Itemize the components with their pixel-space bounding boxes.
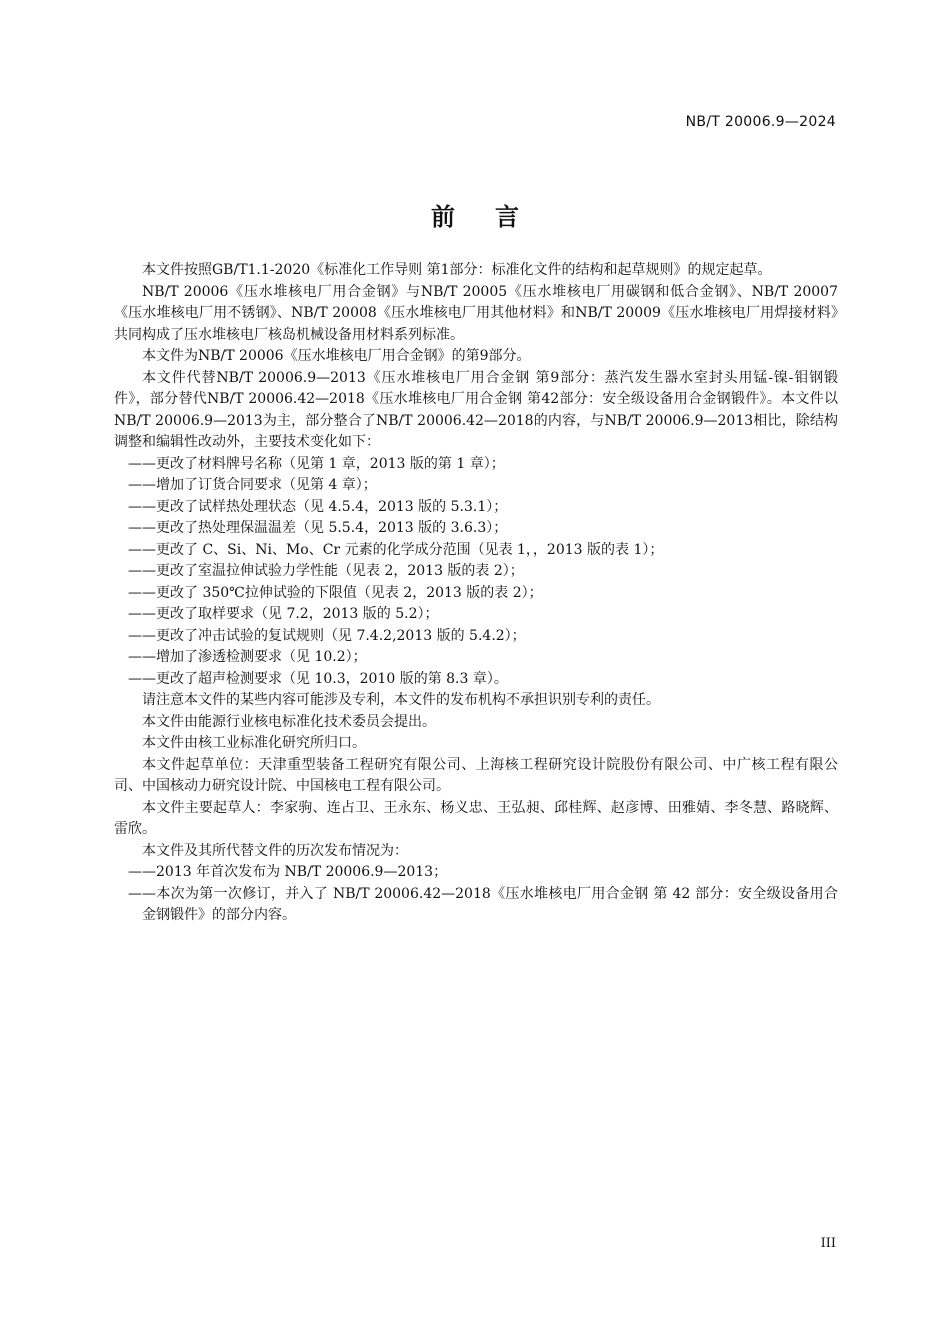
change-item: ——更改了超声检测要求（见 10.3，2010 版的第 8.3 章）。 — [128, 670, 508, 687]
change-item: ——更改了冲击试验的复试规则（见 7.4.2,2013 版的 5.4.2）； — [128, 627, 526, 644]
change-item: ——增加了订货合同要求（见第 4 章）； — [128, 477, 377, 493]
paragraph-drafting-units: 本文件起草单位：天津重型装备工程研究有限公司、上海核工程研究设计院股份有限公司、中广核工程有限公司、中国核动力研究设计院、中国核电工程有限公司。 — [114, 756, 838, 794]
paragraph-proposed-by: 本文件由能源行业核电标准化技术委员会提出。 — [142, 713, 436, 730]
paragraph-part: 本文件为NB/T 20006《压水堆核电厂用合金钢》的第9部分。 — [142, 348, 531, 364]
paragraph-drafting-rule: 本文件按照GB/T1.1-2020《标准化工作导则 第1部分：标准化文件的结构和起草规则》的规定起草。 — [142, 262, 772, 278]
paragraph-replacement: 本文件代替NB/T 20006.9—2013《压水堆核电厂用合金钢 第9部分：蒸汽发生器水室封头用锰-镍-钼钢锻件》，部分替代NB/T 20006.42—2018《压水堆核电厂用合金钢 第42部分：安全级设备用合金钢锻件》。本文件以NB/T 20006.9—2013为主，部分整合了NB/T 20006.42—2018的内容，与NB/T 20006.9—2013相比，除结构调整和编辑性改动外，主要技术变化如下： — [114, 369, 838, 450]
change-item: ——增加了渗透检测要求（见 10.2）； — [128, 649, 367, 665]
page-number: III — [820, 1236, 836, 1251]
page-title: 前言 — [431, 203, 559, 231]
paragraph-drafters: 本文件主要起草人：李家驹、连占卫、王永东、杨义忠、王弘昶、邱桂辉、赵彦博、田雅婧、李冬慧、路晓辉、雷欣。 — [114, 799, 838, 837]
history-item: ——本次为第一次修订，并入了 NB/T 20006.42—2018《压水堆核电厂用合金钢 第 42 部分：安全级设备用合金钢锻件》的部分内容。 — [128, 885, 838, 923]
change-item: ——更改了室温拉伸试验力学性能（见表 2，2013 版的表 2）； — [128, 563, 524, 579]
foreword-body — [114, 260, 838, 927]
paragraph-patent: 请注意本文件的某些内容可能涉及专利，本文件的发布机构不承担识别专利的责任。 — [142, 692, 660, 708]
change-item: ——更改了热处理保温温差（见 5.5.4，2013 版的 3.6.3）； — [128, 520, 508, 536]
standard-code: NB/T 20006.9—2024 — [685, 114, 836, 130]
paragraph-history-intro: 本文件及其所代替文件的历次发布情况为： — [142, 842, 408, 859]
change-item: ——更改了材料牌号名称（见第 1 章，2013 版的第 1 章）； — [128, 455, 505, 472]
change-item: ——更改了试样热处理状态（见 4.5.4，2013 版的 5.3.1）； — [128, 498, 508, 515]
paragraph-managed-by: 本文件由核工业标准化研究所归口。 — [142, 735, 366, 751]
history-item: ——2013 年首次发布为 NB/T 20006.9—2013； — [128, 864, 448, 880]
change-item: ——更改了 C、Si、Ni、Mo、Cr 元素的化学成分范围（见表 1，，2013 版的表 1）； — [128, 541, 664, 558]
change-item: ——更改了取样要求（见 7.2，2013 版的 5.2）； — [128, 606, 439, 622]
change-item: ——更改了 350℃拉伸试验的下限值（见表 2，2013 版的表 2）； — [128, 584, 543, 601]
paragraph-series: NB/T 20006《压水堆核电厂用合金钢》与NB/T 20005《压水堆核电厂用碳钢和低合金钢》、NB/T 20007《压水堆核电厂用不锈钢》、NB/T 20008《压水堆核电厂用其他材料》和NB/T 20009《压水堆核电厂用焊接材料》共同构成了压水堆核电厂核岛机械设备用材料系列标准。 — [114, 283, 838, 343]
